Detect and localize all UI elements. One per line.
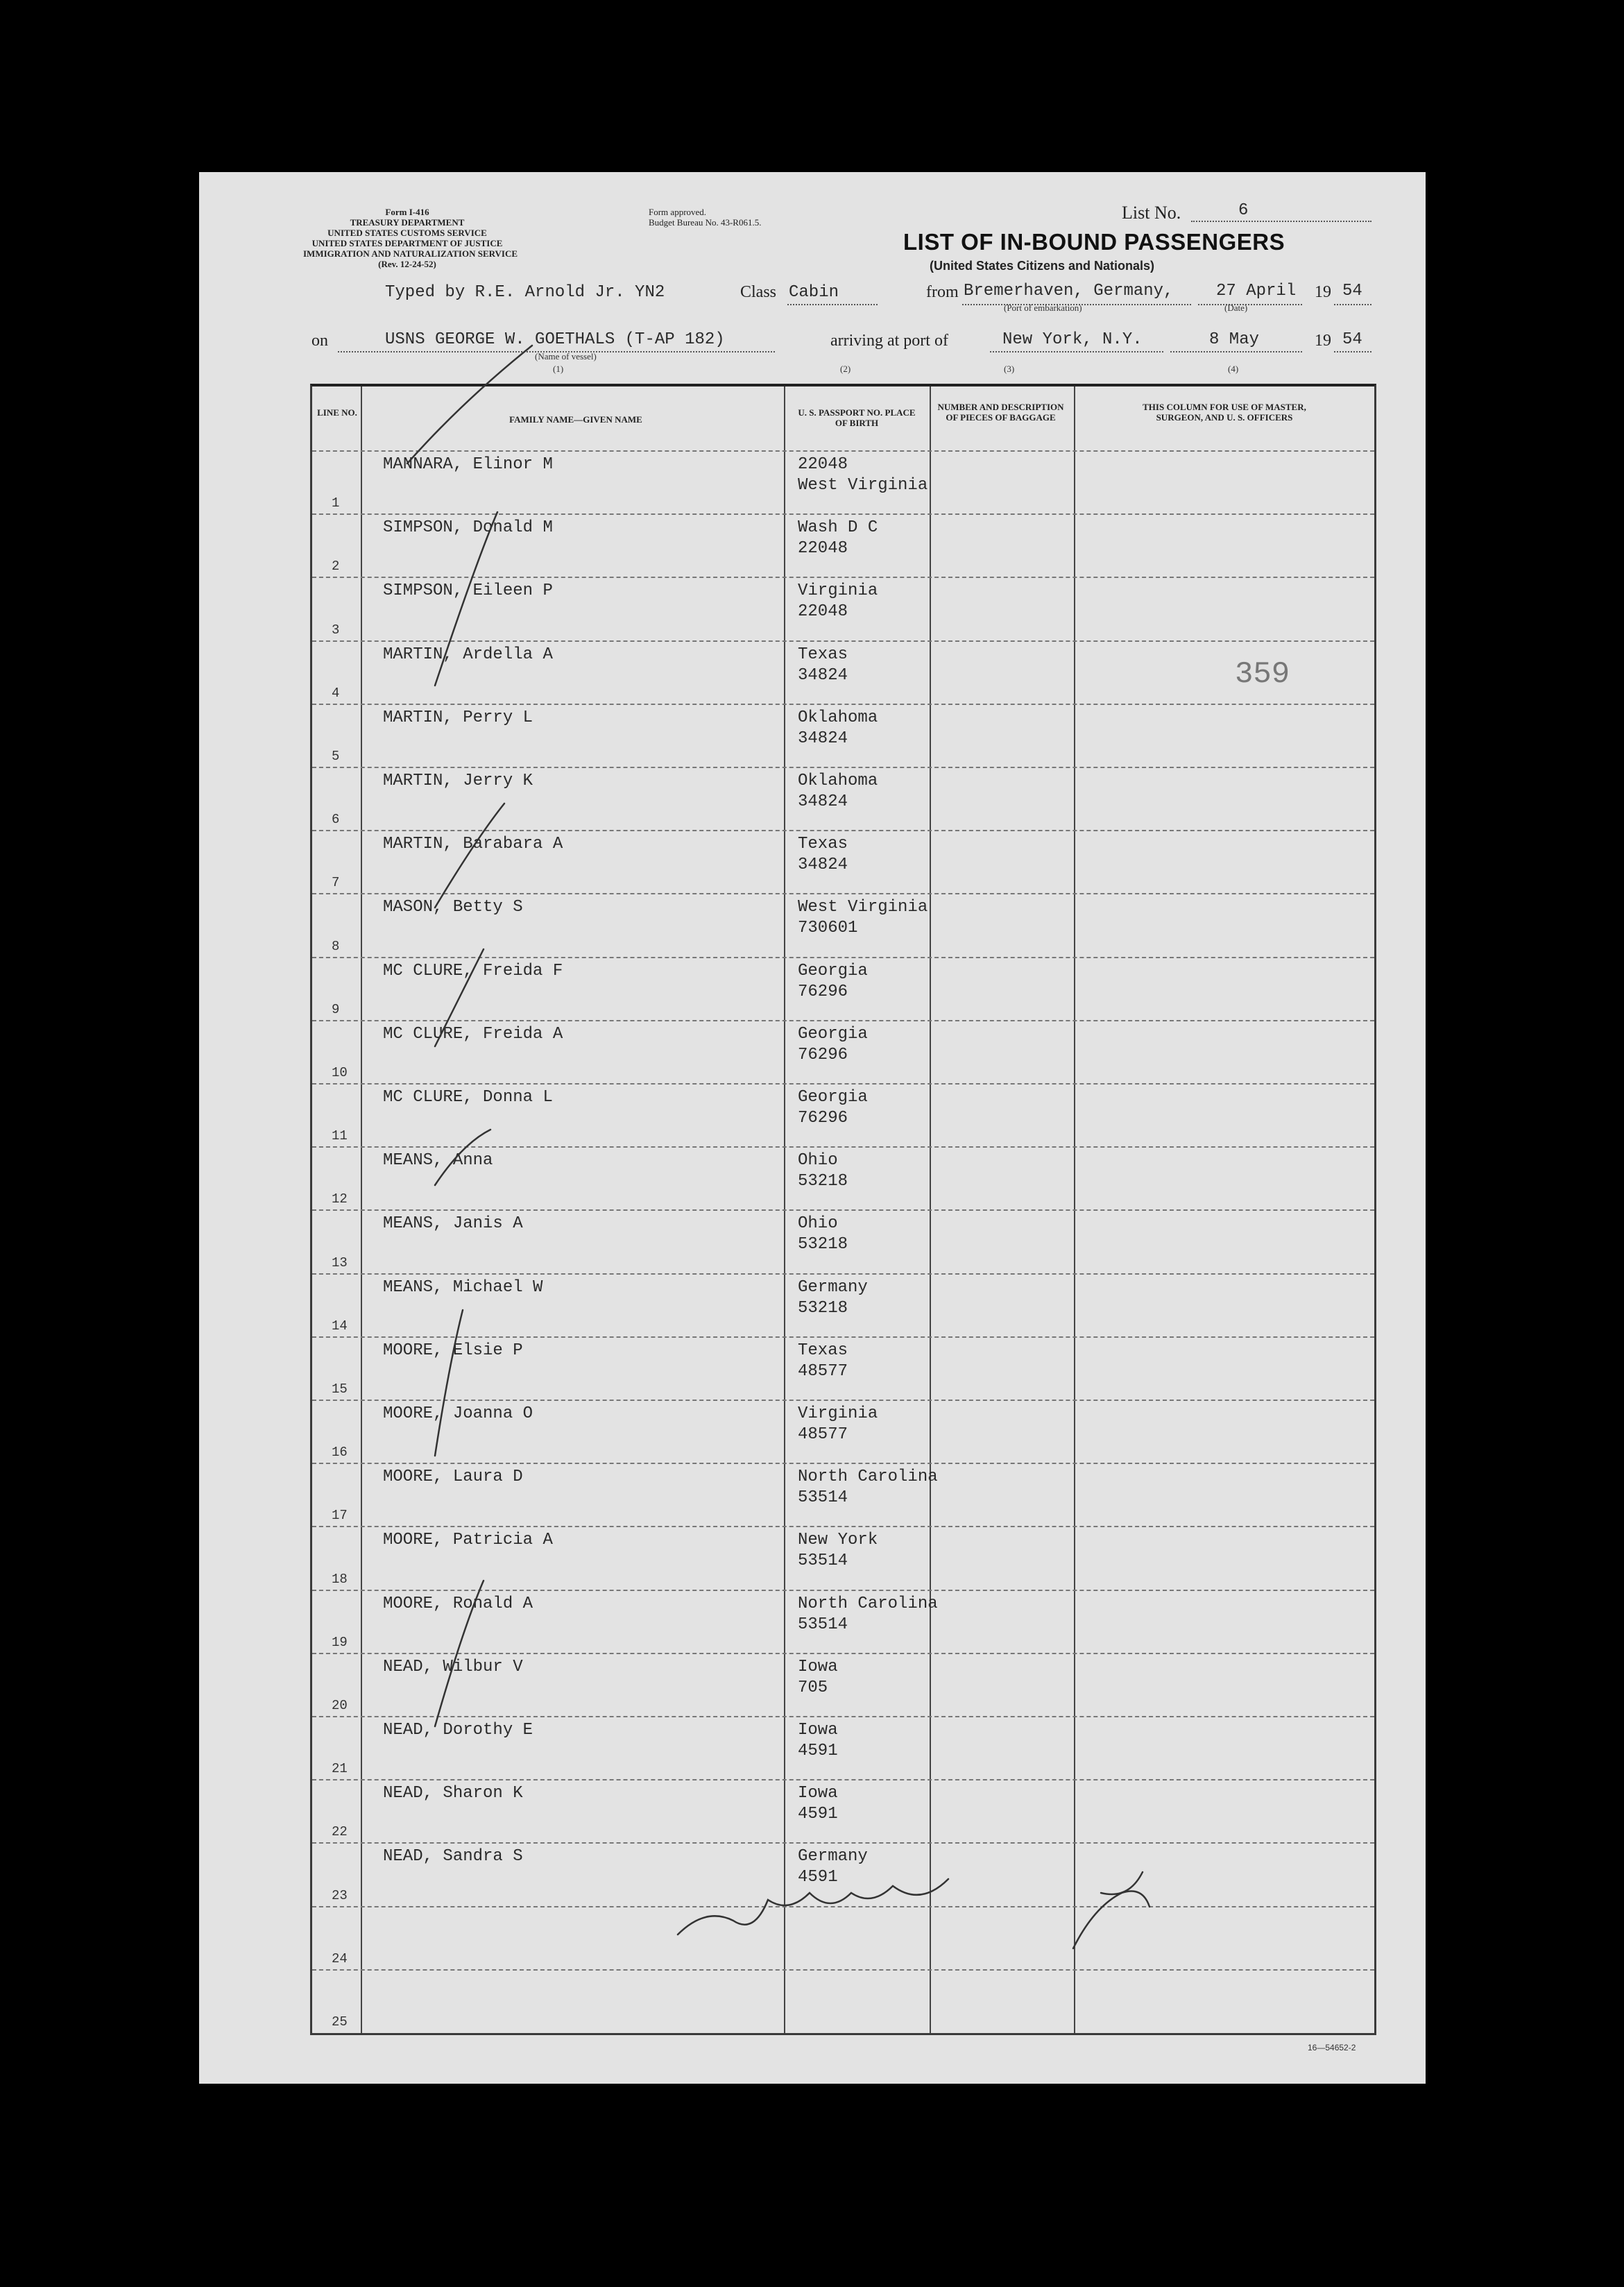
passport-or-birthplace: Ohio xyxy=(798,1214,838,1234)
passport-or-birthplace: Georgia xyxy=(798,961,868,980)
from-caption: (Port of embarkation) xyxy=(1004,303,1082,313)
passport-or-birthplace: 34824 xyxy=(798,729,848,748)
margin-annotation: 359 xyxy=(1235,657,1290,692)
line-number: 2 xyxy=(332,559,340,575)
line-number: 7 xyxy=(332,875,340,891)
passport-or-birthplace: 53514 xyxy=(798,1488,848,1508)
passenger-name: SIMPSON, Donald M xyxy=(383,518,553,538)
passport-or-birthplace: 53218 xyxy=(798,1298,848,1318)
line-number: 21 xyxy=(332,1761,348,1777)
passenger-name: MOORE, Elsie P xyxy=(383,1341,523,1360)
check-mark xyxy=(407,346,532,464)
line-number: 9 xyxy=(332,1001,340,1017)
passenger-name: MOORE, Joanna O xyxy=(383,1404,533,1423)
line-number: 15 xyxy=(332,1381,348,1397)
passenger-name: MOORE, Ronald A xyxy=(383,1594,533,1613)
passport-or-birthplace: 76296 xyxy=(798,1045,848,1064)
passport-or-birthplace: Georgia xyxy=(798,1088,868,1107)
signature xyxy=(678,1872,1149,1948)
on-label: on xyxy=(311,332,328,350)
passport-or-birthplace: Virginia xyxy=(798,581,878,601)
treasury-dept: TREASURY DEPARTMENT xyxy=(350,217,465,228)
arriving-label: arriving at port of xyxy=(830,332,948,350)
passenger-name: MARTIN, Ardella A xyxy=(383,645,553,664)
list-no-label: List No. xyxy=(1122,203,1181,223)
arrival-year-prefix: 19 xyxy=(1315,332,1331,350)
vessel-name: USNS GEORGE W. GOETHALS (T-AP 182) xyxy=(385,330,725,349)
passport-or-birthplace: 76296 xyxy=(798,1109,848,1128)
handwriting-overlay xyxy=(199,172,1426,2084)
passenger-name: NEAD, Sandra S xyxy=(383,1847,523,1867)
manifest-sheet xyxy=(199,172,1426,2084)
passport-or-birthplace: 4591 xyxy=(798,1868,838,1887)
page-title: LIST OF IN-BOUND PASSENGERS xyxy=(903,229,1285,255)
passport-or-birthplace: Oklahoma xyxy=(798,772,878,790)
passenger-name: NEAD, Dorothy E xyxy=(383,1721,533,1740)
line-number: 5 xyxy=(332,748,340,764)
line-number: 16 xyxy=(332,1445,348,1461)
passenger-name: MOORE, Patricia A xyxy=(383,1531,553,1550)
passport-or-birthplace: 53218 xyxy=(798,1172,848,1191)
passport-or-birthplace: Germany xyxy=(798,1277,868,1297)
passport-or-birthplace: North Carolina xyxy=(798,1594,938,1613)
passport-or-birthplace: Germany xyxy=(798,1847,868,1867)
passenger-name: MARTIN, Jerry K xyxy=(383,772,533,790)
line-number: 10 xyxy=(332,1064,348,1080)
date-year-prefix: 19 xyxy=(1315,283,1331,301)
line-number: 19 xyxy=(332,1634,348,1650)
col-caption-1: (1) xyxy=(553,364,564,374)
passport-or-birthplace: Texas xyxy=(798,645,848,664)
customs-service: UNITED STATES CUSTOMS SERVICE xyxy=(327,228,487,238)
header-passport: U. S. PASSPORT NO. PLACE OF BIRTH xyxy=(798,407,916,428)
line-number: 8 xyxy=(332,938,340,954)
passport-or-birthplace: 48577 xyxy=(798,1361,848,1381)
passport-or-birthplace: 4591 xyxy=(798,1805,838,1824)
line-number: 25 xyxy=(332,2014,348,2030)
header-officers: THIS COLUMN FOR USE OF MASTER, SURGEON, AND U. S. OFFICERS xyxy=(1143,402,1306,423)
line-number: 24 xyxy=(332,1950,348,1966)
passport-or-birthplace: North Carolina xyxy=(798,1468,938,1487)
passenger-name: NEAD, Sharon K xyxy=(383,1784,523,1803)
from-value: Bremerhaven, Germany, xyxy=(964,282,1174,300)
line-number: 6 xyxy=(332,812,340,828)
passenger-name: MC CLURE, Donna L xyxy=(383,1088,553,1107)
arrival-year: 54 xyxy=(1342,330,1362,349)
class-label: Class xyxy=(740,283,777,301)
revision: (Rev. 12-24-52) xyxy=(378,259,436,269)
port-value: New York, N.Y. xyxy=(1002,330,1143,349)
check-mark xyxy=(435,512,497,686)
passport-or-birthplace: Wash D C xyxy=(798,518,878,538)
from-label: from xyxy=(926,283,959,301)
passport-or-birthplace: 53218 xyxy=(798,1235,848,1255)
passport-or-birthplace: 22048 xyxy=(798,455,848,474)
passport-or-birthplace: 53514 xyxy=(798,1615,848,1634)
passport-or-birthplace: West Virginia xyxy=(798,476,928,495)
passport-or-birthplace: West Virginia xyxy=(798,898,928,917)
passenger-name: MEANS, Michael W xyxy=(383,1277,543,1297)
line-number: 4 xyxy=(332,685,340,701)
line-number: 11 xyxy=(332,1128,348,1144)
typed-by: Typed by R.E. Arnold Jr. YN2 xyxy=(385,283,665,302)
passenger-name: MASON, Betty S xyxy=(383,898,523,917)
class-value: Cabin xyxy=(789,283,839,302)
form-number: Form I-416 xyxy=(385,207,429,217)
passenger-name: MARTIN, Barabara A xyxy=(383,835,563,854)
passenger-name: MANNARA, Elinor M xyxy=(383,455,553,474)
passport-or-birthplace: Oklahoma xyxy=(798,708,878,727)
passenger-name: NEAD, Wilbur V xyxy=(383,1657,523,1676)
passport-or-birthplace: 4591 xyxy=(798,1742,838,1760)
passport-or-birthplace: Texas xyxy=(798,835,848,854)
justice-dept: UNITED STATES DEPARTMENT OF JUSTICE xyxy=(311,238,503,248)
passport-or-birthplace: 76296 xyxy=(798,982,848,1001)
line-number: 18 xyxy=(332,1571,348,1587)
line-number: 1 xyxy=(332,495,340,511)
passenger-name: MARTIN, Perry L xyxy=(383,708,533,727)
line-number: 17 xyxy=(332,1508,348,1524)
check-mark xyxy=(435,949,484,1046)
passport-or-birthplace: 705 xyxy=(798,1678,828,1697)
col-caption-4: (4) xyxy=(1228,364,1239,374)
vessel-caption: (Name of vessel) xyxy=(535,351,597,362)
header-baggage: NUMBER AND DESCRIPTION OF PIECES OF BAGGAGE xyxy=(937,402,1064,423)
passport-or-birthplace: Georgia xyxy=(798,1024,868,1044)
passport-or-birthplace: 22048 xyxy=(798,602,848,622)
check-mark xyxy=(435,804,504,908)
passport-or-birthplace: Texas xyxy=(798,1341,848,1360)
passenger-name: SIMPSON, Eileen P xyxy=(383,581,553,601)
passport-or-birthplace: New York xyxy=(798,1531,878,1550)
line-number: 22 xyxy=(332,1824,348,1840)
header-name: FAMILY NAME—GIVEN NAME xyxy=(509,414,642,425)
check-mark xyxy=(435,1130,490,1185)
line-number: 12 xyxy=(332,1191,348,1207)
passport-or-birthplace: 730601 xyxy=(798,919,858,938)
passport-or-birthplace: 53514 xyxy=(798,1551,848,1571)
line-number: 3 xyxy=(332,622,340,638)
passport-or-birthplace: Iowa xyxy=(798,1721,838,1740)
passenger-name: MEANS, Janis A xyxy=(383,1214,523,1234)
passenger-name: MC CLURE, Freida F xyxy=(383,961,563,980)
col-caption-2: (2) xyxy=(840,364,851,374)
footer-form-number: 16—54652-2 xyxy=(1308,2043,1356,2052)
line-number: 23 xyxy=(332,1887,348,1903)
line-number: 14 xyxy=(332,1318,348,1334)
passport-or-birthplace: 34824 xyxy=(798,856,848,875)
passport-or-birthplace: 34824 xyxy=(798,792,848,811)
passport-or-birthplace: 48577 xyxy=(798,1425,848,1444)
passport-or-birthplace: 22048 xyxy=(798,539,848,559)
budget-bureau: Budget Bureau No. 43-R061.5. xyxy=(649,217,762,228)
line-number: 20 xyxy=(332,1697,348,1713)
passport-or-birthplace: Iowa xyxy=(798,1784,838,1803)
form-approved: Form approved. xyxy=(649,207,707,217)
passenger-name: MC CLURE, Freida A xyxy=(383,1024,563,1044)
header-line-no: LINE NO. xyxy=(317,407,357,418)
date-year: 54 xyxy=(1342,282,1362,300)
page-subtitle: (United States Citizens and Nationals) xyxy=(930,259,1155,273)
ins: IMMIGRATION AND NATURALIZATION SERVICE xyxy=(303,248,518,259)
passenger-name: MEANS, Anna xyxy=(383,1151,493,1171)
date-caption: (Date) xyxy=(1224,303,1248,313)
passenger-name: MOORE, Laura D xyxy=(383,1468,523,1487)
passport-or-birthplace: Ohio xyxy=(798,1151,838,1171)
list-no-value: 6 xyxy=(1238,201,1249,220)
check-mark xyxy=(435,1581,484,1726)
check-mark xyxy=(435,1310,463,1456)
date-value: 27 April xyxy=(1216,282,1297,300)
col-caption-3: (3) xyxy=(1004,364,1015,374)
passport-or-birthplace: Virginia xyxy=(798,1404,878,1423)
passport-or-birthplace: 34824 xyxy=(798,665,848,685)
arrival-date: 8 May xyxy=(1209,330,1260,349)
passport-or-birthplace: Iowa xyxy=(798,1657,838,1676)
line-number: 13 xyxy=(332,1255,348,1270)
